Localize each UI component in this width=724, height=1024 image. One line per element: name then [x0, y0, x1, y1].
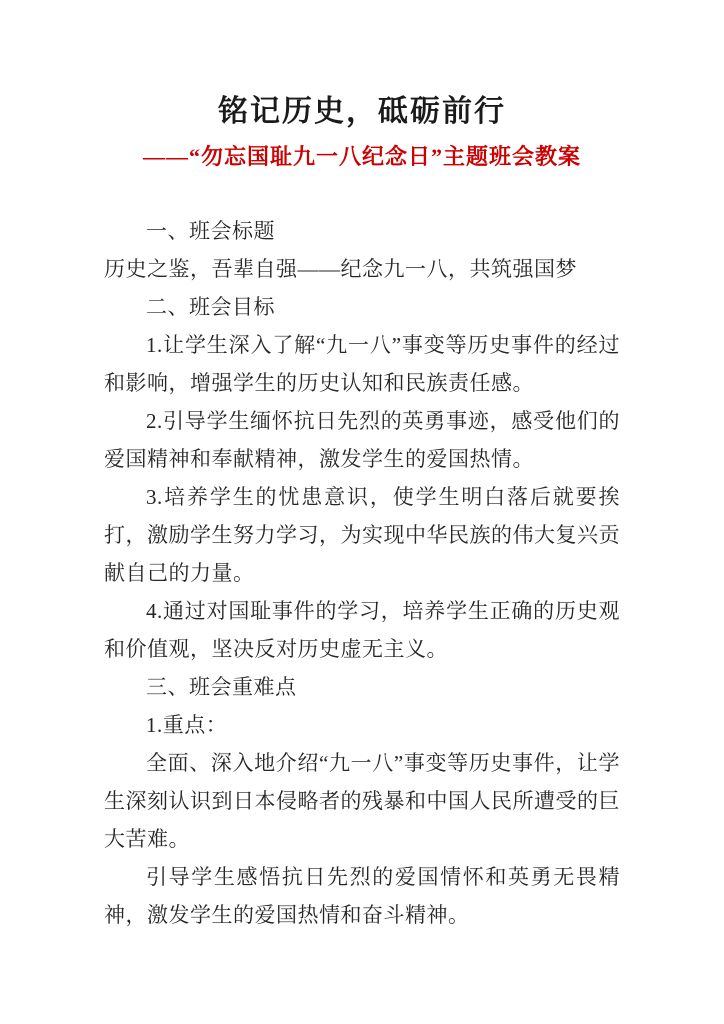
body-paragraph: 4.通过对国耻事件的学习，培养学生正确的历史观和价值观，坚决反对历史虚无主义。 — [104, 599, 620, 661]
section-heading: 二、班会目标 — [146, 295, 275, 319]
document-subtitle: ——“勿忘国耻九一八纪念日”主题班会教案 — [142, 144, 581, 169]
body-paragraph: 引导学生感悟抗日先烈的爱国情怀和英勇无畏精神，激发学生的爱国热情和奋斗精神。 — [104, 865, 620, 927]
body-paragraph: 历史之鉴，吾辈自强——纪念九一八，共筑强国梦 — [104, 257, 577, 281]
body-paragraph: 1.让学生深入了解“九一八”事变等历史事件的经过和影响，增强学生的历史认知和民族责任感。 — [104, 333, 620, 395]
body-paragraph: 1.重点： — [146, 713, 228, 737]
body-paragraph: 2.引导学生缅怀抗日先烈的英勇事迹，感受他们的爱国精神和奉献精神，激发学生的爱国热情。 — [104, 409, 620, 471]
body-paragraph: 3.培养学生的忧患意识，使学生明白落后就要挨打，激励学生努力学习，为实现中华民族的伟大复兴贡献自己的力量。 — [104, 485, 620, 585]
document-title: 铭记历史，砥砺前行 — [218, 95, 506, 128]
body-paragraph: 全面、深入地介绍“九一八”事变等历史事件，让学生深刻认识到日本侵略者的残暴和中国人民所遭受的巨大苦难。 — [104, 751, 620, 851]
document-body — [104, 212, 620, 934]
section-heading: 一、班会标题 — [146, 219, 275, 243]
section-heading: 三、班会重难点 — [146, 675, 297, 699]
